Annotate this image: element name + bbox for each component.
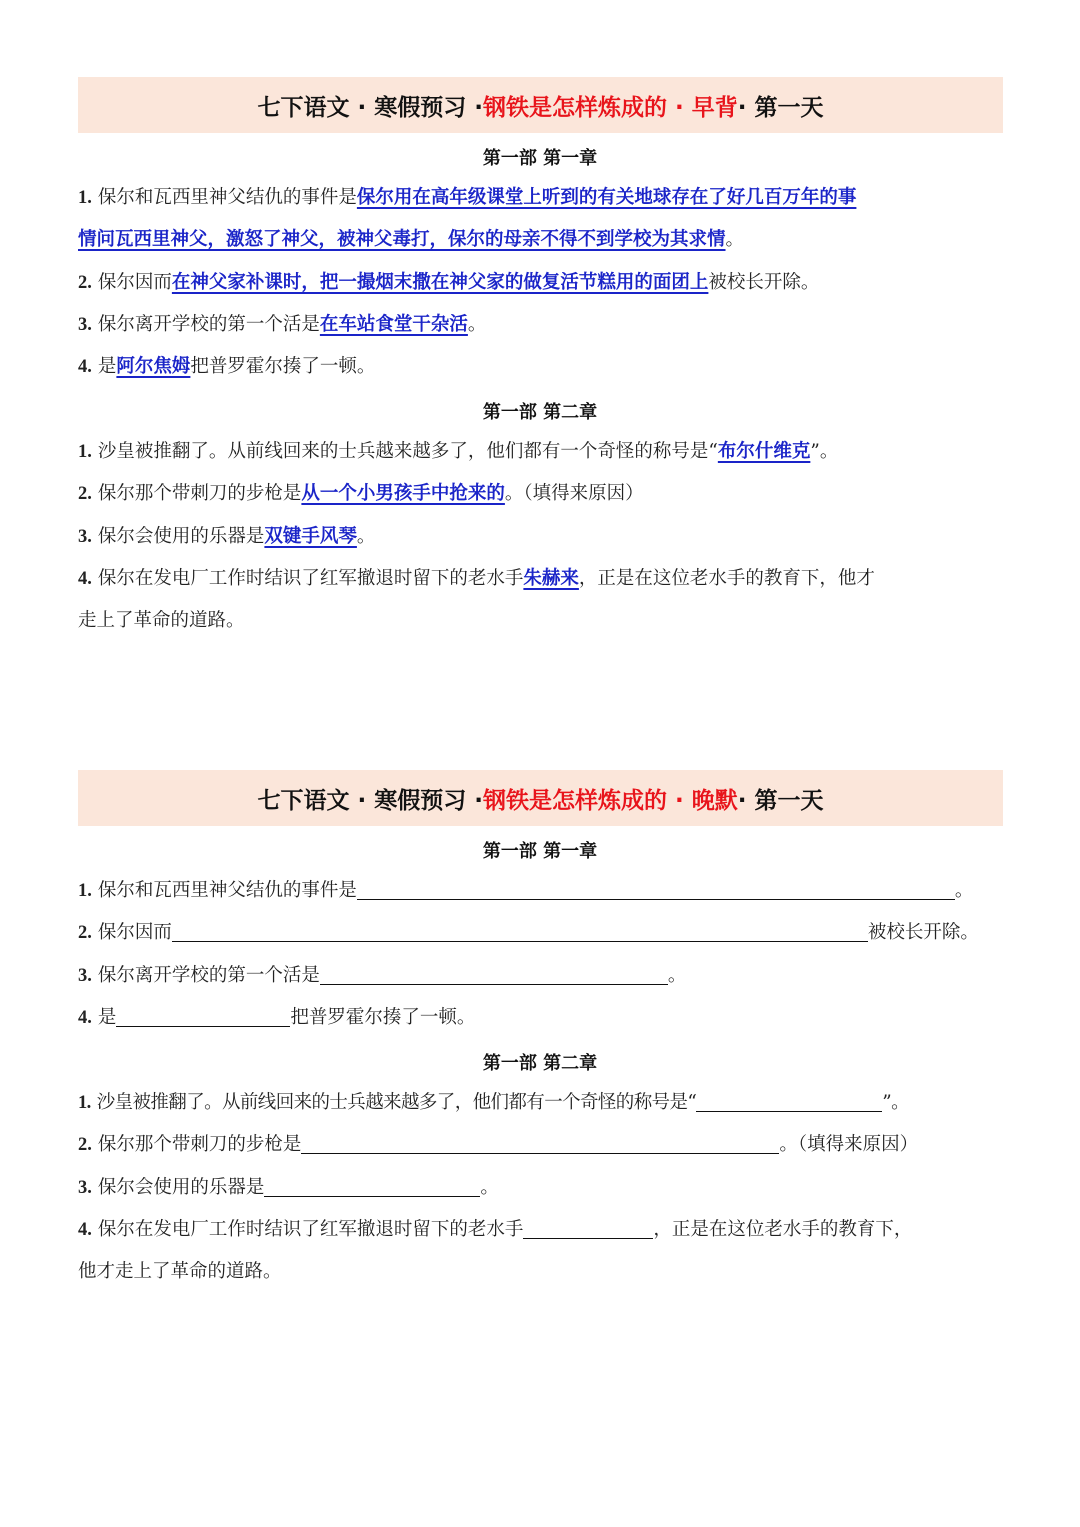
question-3 [78,955,1008,997]
question-1 [78,177,1008,219]
question-1 [78,1082,1008,1124]
question-number: 4. [78,357,92,377]
question-text: 是 [97,356,117,377]
question-1 [78,870,1008,912]
question-number: 4. [78,569,92,589]
question-3 [78,1167,1008,1209]
question-text: 保尔会使用的乐器是 [97,1177,265,1198]
question-text: 把普罗霍尔揍了一顿。 [190,356,376,377]
question-3 [78,304,1008,346]
question-text: 把普罗霍尔揍了一顿。 [290,1007,476,1028]
answer-blank[interactable] [301,1131,779,1154]
question-number: 2. [78,484,92,504]
question-text: 沙皇被推翻了。从前线回来的士兵越来越多了，他们都有一个奇怪的称号是“ [96,1092,697,1113]
banner-day: · 第一天 [737,94,824,121]
question-number: 1. [78,881,92,901]
question-text: 被校长开除。 [708,272,820,293]
answer-text: 保尔用在高年级课堂上听到的有关地球存在了好几百万年的事 [356,187,857,208]
question-text: 。（填得来原因） [504,483,644,504]
question-text: ”。 [810,441,839,462]
question-text: 。 [667,965,687,986]
question-text: 。 [954,880,974,901]
question-text: 保尔因而 [97,922,172,943]
question-number: 2. [78,1135,92,1155]
question-1-continued [78,219,1008,261]
answer-blank[interactable] [523,1216,653,1239]
banner-prefix: 七下语文 · 寒假预习 · [257,94,483,121]
chapter-heading: 第一部 第二章 [482,1053,598,1074]
question-text: 保尔那个带刺刀的步枪是 [97,483,302,504]
question-text: 保尔在发电厂工作时结识了红军撤退时留下的老水手 [97,1219,524,1240]
question-number: 3. [78,527,92,547]
question-4-continued [78,1251,1008,1293]
question-text: 走上了革命的道路。 [78,610,245,631]
question-number: 3. [78,966,92,986]
question-number: 4. [78,1220,92,1240]
question-text: 沙皇被推翻了。从前线回来的士兵越来越多了，他们都有一个奇怪的称号是“ [97,441,718,462]
chapter-heading: 第一部 第一章 [482,841,598,862]
question-number: 1. [78,1093,91,1113]
question-text: 保尔离开学校的第一个活是 [97,965,320,986]
answer-text: 在神父家补课时，把一撮烟末撒在神父家的做复活节糕用的面团上 [171,272,709,293]
banner-prefix: 七下语文 · 寒假预习 · [257,787,483,814]
answer-text: 情问瓦西里神父，激怒了神父，被神父毒打，保尔的母亲不得不到学校为其求情 [78,229,726,250]
question-text: 保尔和瓦西里神父结仇的事件是 [97,880,357,901]
question-number: 4. [78,1008,92,1028]
question-text: 保尔在发电厂工作时结识了红军撤退时留下的老水手 [97,568,524,589]
question-text: ，正是在这位老水手的教育下，他才 [578,568,875,589]
answer-blank[interactable] [116,1004,290,1027]
answer-text: 朱赫来 [523,568,579,589]
question-text: 。 [480,1177,499,1198]
answer-blank[interactable] [320,962,668,985]
question-text: ，正是在这位老水手的教育下， [653,1219,913,1240]
question-number: 1. [78,442,92,462]
answer-blank[interactable] [696,1089,882,1112]
question-text: 被校长开除。 [867,922,979,943]
answer-text: 从一个小男孩手中抢来的 [301,483,505,504]
question-text: 保尔那个带刺刀的步枪是 [97,1134,302,1155]
question-2 [78,473,1008,515]
question-3 [78,516,1008,558]
question-4 [78,346,1008,388]
question-number: 1. [78,188,92,208]
answer-blank[interactable] [172,919,868,942]
question-4 [78,1209,1008,1251]
chapter-heading: 第一部 第二章 [482,402,598,423]
question-text: 保尔离开学校的第一个活是 [97,314,320,335]
question-text: 。 [467,314,487,335]
question-number: 2. [78,273,92,293]
evening-banner [78,770,1003,826]
question-text: 。（填得来原因） [779,1134,919,1155]
question-4-continued [78,600,1008,642]
morning-banner [78,77,1003,133]
question-number: 3. [78,315,92,335]
banner-title: 钢铁是怎样炼成的 · 早背 [482,94,738,121]
question-4 [78,558,1008,600]
question-text: 是 [97,1007,117,1028]
answer-text: 双键手风琴 [264,526,357,547]
question-text: 保尔会使用的乐器是 [97,526,265,547]
question-text: 保尔因而 [97,272,172,293]
question-4 [78,997,1008,1039]
question-text: 。 [725,229,745,250]
question-number: 3. [78,1178,92,1198]
banner-title: 钢铁是怎样炼成的 · 晚默 [482,787,738,814]
answer-blank[interactable] [264,1174,480,1197]
answer-blank[interactable] [357,877,955,900]
question-text: 保尔和瓦西里神父结仇的事件是 [97,187,357,208]
question-2 [78,262,1008,304]
question-number: 2. [78,923,92,943]
question-2 [78,912,1008,954]
answer-text: 布尔什维克 [717,441,811,462]
answer-text: 在车站食堂干杂活 [319,314,468,335]
question-text: ”。 [882,1092,910,1113]
answer-text: 阿尔焦姆 [116,356,191,377]
banner-day: · 第一天 [737,787,824,814]
question-2 [78,1124,1008,1166]
question-1 [78,431,1008,473]
question-text: 他才走上了革命的道路。 [78,1261,282,1282]
chapter-heading: 第一部 第一章 [482,148,598,169]
question-text: 。 [356,526,376,547]
